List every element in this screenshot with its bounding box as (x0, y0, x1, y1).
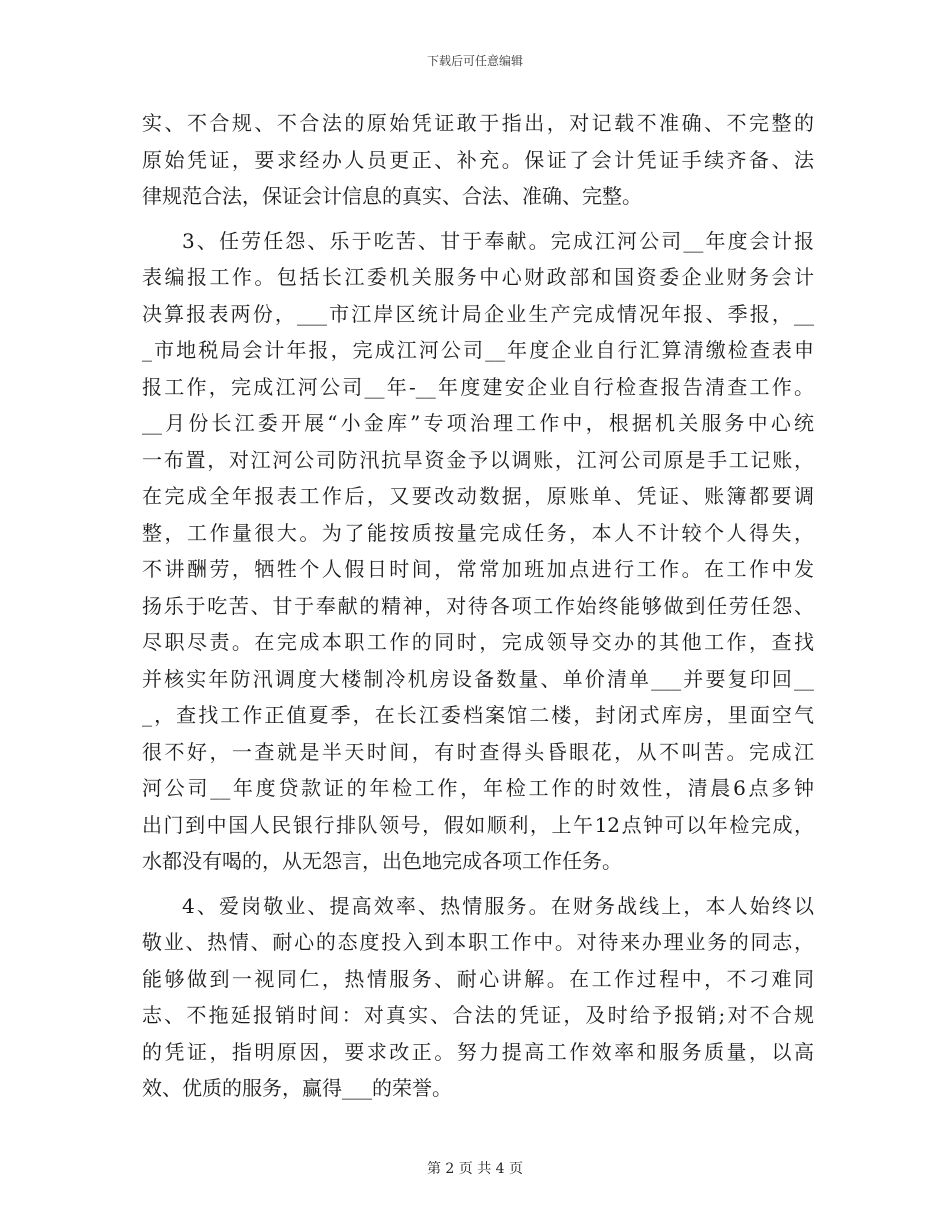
paragraph-gap (142, 215, 814, 223)
text-line: 3、任劳任怨、乐于吃苦、甘于奉献。完成江河公司__年度会计报 (182, 228, 814, 253)
page-number-footer: 第 2 页 共 4 页 (426, 1161, 524, 1177)
text-line: 实、不合规、不合法的原始凭证敢于指出，对记载不准确、不完整的 (142, 111, 814, 135)
text-line: 很不好，一查就是半天时间，有时查得头昏眼花，从不叫苦。完成江 (142, 739, 814, 764)
text-line: 原始凭证，要求经办人员更正、补充。保证了会计凭证手续齐备、法 (142, 147, 814, 172)
text-line: _，查找工作正值夏季，在长江委档案馆二楼，封闭式库房，里面空气 (142, 703, 814, 727)
text-line: 的凭证，指明原因，要求改正。努力提高工作效率和服务质量，以高 (142, 1039, 814, 1064)
text-line: 报工作，完成江河公司__年-__年度建安企业自行检查报告清查工作。 (142, 374, 814, 399)
text-line: 表编报工作。包括长江委机关服务中心财政部和国资委企业财务会计 (142, 265, 814, 289)
text-line: 河公司__年度贷款证的年检工作，年检工作的时效性，清晨6点多钟 (142, 776, 814, 800)
paragraph (142, 223, 814, 880)
text-line: 出门到中国人民银行排队领号，假如顺利，上午12点钟可以年检完成， (142, 812, 814, 837)
text-line: 并核实年防汛调度大楼制冷机房设备数量、单价清单___并要复印回__ (142, 666, 814, 691)
paragraph (142, 105, 814, 215)
text-line: 敬业、热情、耐心的态度投入到本职工作中。对待来办理业务的同志， (142, 930, 814, 954)
text-line: 一布置，对江河公司防汛抗旱资金予以调账，江河公司原是手工记账， (142, 447, 814, 472)
paragraph (142, 888, 814, 1107)
text-line: 尽职尽责。在完成本职工作的同时，完成领导交办的其他工作，查找 (142, 630, 814, 654)
paragraph-gap (142, 880, 814, 888)
text-line: 效、优质的服务，赢得___的荣誉。 (142, 1076, 452, 1100)
text-line: 志、不拖延报销时间：对真实、合法的凭证，及时给予报销;对不合规 (142, 1003, 814, 1027)
text-line: 在完成全年报表工作后，又要改动数据，原账单、凭证、账簿都要调 (142, 484, 814, 508)
text-line: 律规范合法，保证会计信息的真实、合法、准确、完整。 (142, 184, 642, 208)
text-line: __月份长江委开展“小金库”专项治理工作中，根据机关服务中心统 (142, 411, 814, 435)
page-header: 下载后可任意编辑 (426, 54, 523, 68)
document-body (142, 105, 814, 1107)
text-line: 水都没有喝的，从无怨言，出色地完成各项工作任务。 (142, 849, 622, 873)
text-line: 决算报表两份，___市江岸区统计局企业生产完成情况年报、季报，__ (142, 301, 814, 326)
text-line: 不讲酬劳，牺牲个人假日时间，常常加班加点进行工作。在工作中发 (142, 557, 814, 581)
text-line: 能够做到一视同仁，热情服务、耐心讲解。在工作过程中，不刁难同 (142, 966, 814, 991)
text-line: 扬乐于吃苦、甘于奉献的精神，对待各项工作始终能够做到任劳任怨、 (142, 593, 814, 618)
text-line: _市地税局会计年报，完成江河公司__年度企业自行汇算清缴检查表申 (142, 338, 814, 362)
text-line: 4、爱岗敬业、提高效率、热情服务。在财务战线上，本人始终以 (182, 893, 814, 918)
text-line: 整，工作量很大。为了能按质按量完成任务，本人不计较个人得失， (142, 520, 814, 545)
